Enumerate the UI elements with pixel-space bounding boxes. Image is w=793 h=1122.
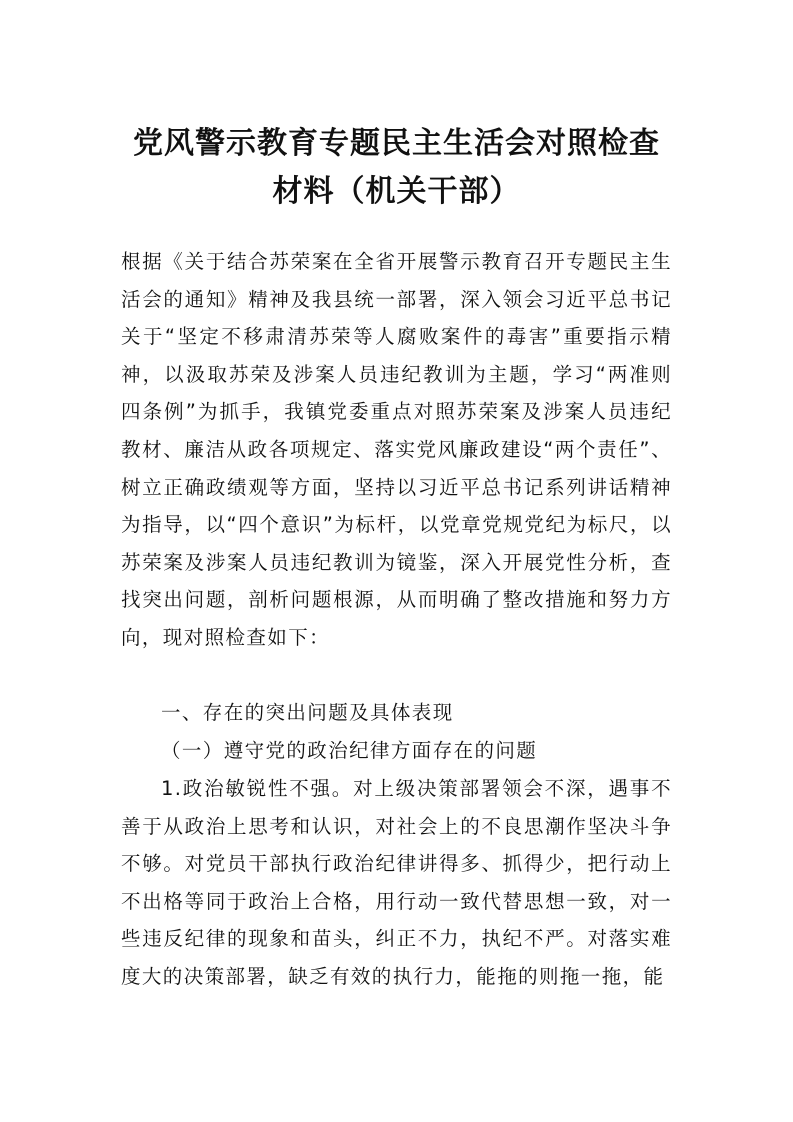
body-paragraph-intro: 根据《关于结合苏荣案在全省开展警示教育召开专题民主生活会的通知》精神及我县统一部署，深入领会习近平总书记关于“坚定不移肃清苏荣等人腐败案件的毒害”重要指示精神，以汲取苏荣及涉案人员违纪教训为主题，学习“两准则四条例”为抓手，我镇党委重点对照苏荣案及涉案人员违纪教材、廉洁从政各项规定、落实党风廉政建设“两个责任”、树立正确政绩观等方面，坚持以习近平总书记系列讲话精神为指导，以“四个意识”为标杆，以党章党规党纪为标尺，以苏荣案及涉案人员违纪教训为镜鉴，深入开展党性分析，查找突出问题，剖析问题根源，从而明确了整改措施和努力方向，现对照检查如下：: [121, 250, 672, 649]
section-heading: 一、存在的突出问题及具体表现: [161, 701, 454, 724]
document-title: 党风警示教育专题民主生活会对照检查材料（机关干部）: [133, 126, 660, 209]
subsection-heading: （一）遵守党的政治纪律方面存在的问题: [161, 739, 538, 762]
body-paragraph-point-1: 1.政治敏锐性不强。对上级决策部署领会不深，遇事不善于从政治上思考和认识，对社会上的不良思潮作坚决斗争不够。对党员干部执行政治纪律讲得多、抓得少，把行动上不出格等同于政治上合格，用行动一致代替思想一致，对一些违反纪律的现象和苗头，纠正不力，执纪不严。对落实难度大的决策部署，缺乏有效的执行力，能拖的则拖一拖，能: [121, 777, 672, 988]
